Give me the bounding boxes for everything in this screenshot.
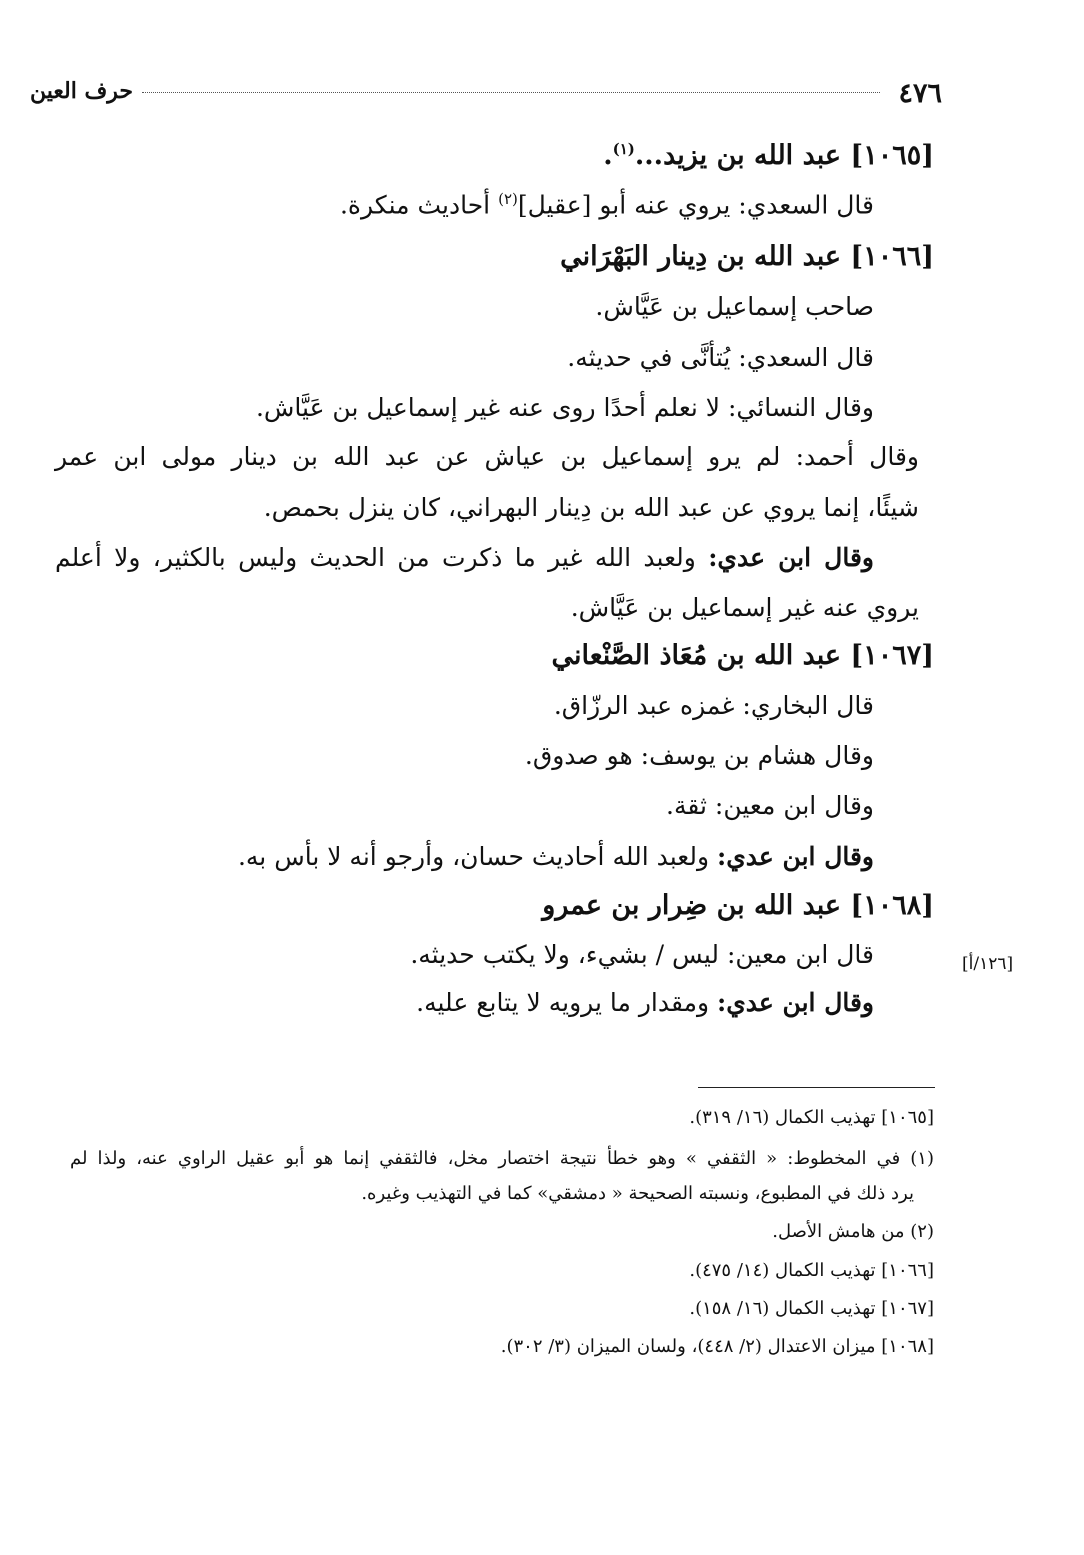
entry-line xyxy=(340,190,874,219)
entry-heading-1068: [١٠٦٨] عبد الله بن ضِرار بن عمرو xyxy=(542,890,934,921)
header-divider xyxy=(142,92,880,93)
entry-line xyxy=(55,543,874,572)
footnote: يرد ذلك في المطبوع، ونسبته الصحيحة « دمشقي» كما في التهذيب وغيره. xyxy=(361,1183,914,1204)
entry-line: قال ابن معين: ليس / بشيء، ولا يكتب حديثه. xyxy=(410,940,874,969)
line-text: ولعبد الله غير ما ذكرت من الحديث وليس بالكثير، ولا أعلم xyxy=(55,543,709,572)
footnote: [١٠٦٦] تهذيب الكمال (١٤/ ٤٧٥). xyxy=(689,1260,934,1281)
speaker-label: وقال ابن عدي: xyxy=(717,842,874,871)
entry-line: وقال النسائي: لا نعلم أحدًا روى عنه غير إسماعيل بن عَيَّاش. xyxy=(255,393,874,422)
speaker-label: وقال ابن عدي: xyxy=(717,988,874,1017)
line-text: ولعبد الله أحاديث حسان، وأرجو أنه لا بأس به. xyxy=(237,842,718,871)
footnote: [١٠٦٨] ميزان الاعتدال (٢/ ٤٤٨)، ولسان الميزان (٣/ ٣٠٢). xyxy=(500,1336,934,1357)
entry-line: قال البخاري: غمزه عبد الرزّاق. xyxy=(553,691,874,720)
header-title: حرف العين xyxy=(30,78,134,104)
footnote: (١) في المخطوط: « الثقفي » وهو خطأ نتيجة اختصار مخل، فالثقفي إنما هو أبو عقيل الراوي عنه، ولذا لم xyxy=(70,1148,934,1169)
entry-line xyxy=(416,988,874,1017)
entry-line: صاحب إسماعيل بن عَيَّاش. xyxy=(595,292,874,321)
entry-line: وقال ابن معين: ثقة. xyxy=(666,791,874,820)
footnote-marker: (٢) xyxy=(498,190,518,208)
footnote-marker: (١) xyxy=(612,140,635,158)
entry-heading-text: [١٠٦٥] عبد الله بن يزيد... xyxy=(634,140,934,171)
line-text: أحاديث منكرة. xyxy=(339,190,499,220)
entry-line xyxy=(238,842,874,871)
entry-heading-1067: [١٠٦٧] عبد الله بن مُعَاذ الصَّنْعاني xyxy=(551,640,934,671)
footnote-divider xyxy=(698,1087,935,1088)
entry-line: شيئًا، إنما يروي عن عبد الله بن دِينار البهراني، كان ينزل بحمص. xyxy=(263,493,919,522)
line-text: ومقدار ما يرويه لا يتابع عليه. xyxy=(416,988,718,1017)
line-text: قال السعدي: يروي عنه أبو [عقيل] xyxy=(517,190,874,220)
manuscript-folio-note: [١٢٦/أ] xyxy=(962,954,1014,974)
entry-heading-1066: [١٠٦٦] عبد الله بن دِينار البَهْرَاني xyxy=(560,241,934,272)
entry-heading-1065 xyxy=(603,140,934,171)
footnote: [١٠٦٧] تهذيب الكمال (١٦/ ١٥٨). xyxy=(689,1298,934,1319)
entry-line: قال السعدي: يُتأنَّى في حديثه. xyxy=(567,343,874,372)
entry-line: وقال أحمد: لم يرو إسماعيل بن عياش عن عبد الله بن دينار مولى ابن عمر xyxy=(55,442,919,471)
footnote: (٢) من هامش الأصل. xyxy=(772,1221,934,1242)
entry-line: وقال هشام بن يوسف: هو صدوق. xyxy=(524,741,874,770)
entry-heading-end: . xyxy=(603,140,613,171)
footnote: [١٠٦٥] تهذيب الكمال (١٦/ ٣١٩). xyxy=(689,1107,934,1128)
running-header xyxy=(30,78,942,108)
entry-line: يروي عنه غير إسماعيل بن عَيَّاش. xyxy=(570,593,919,622)
page-number: ٤٧٦ xyxy=(898,78,942,109)
speaker-label: وقال ابن عدي: xyxy=(708,543,874,572)
